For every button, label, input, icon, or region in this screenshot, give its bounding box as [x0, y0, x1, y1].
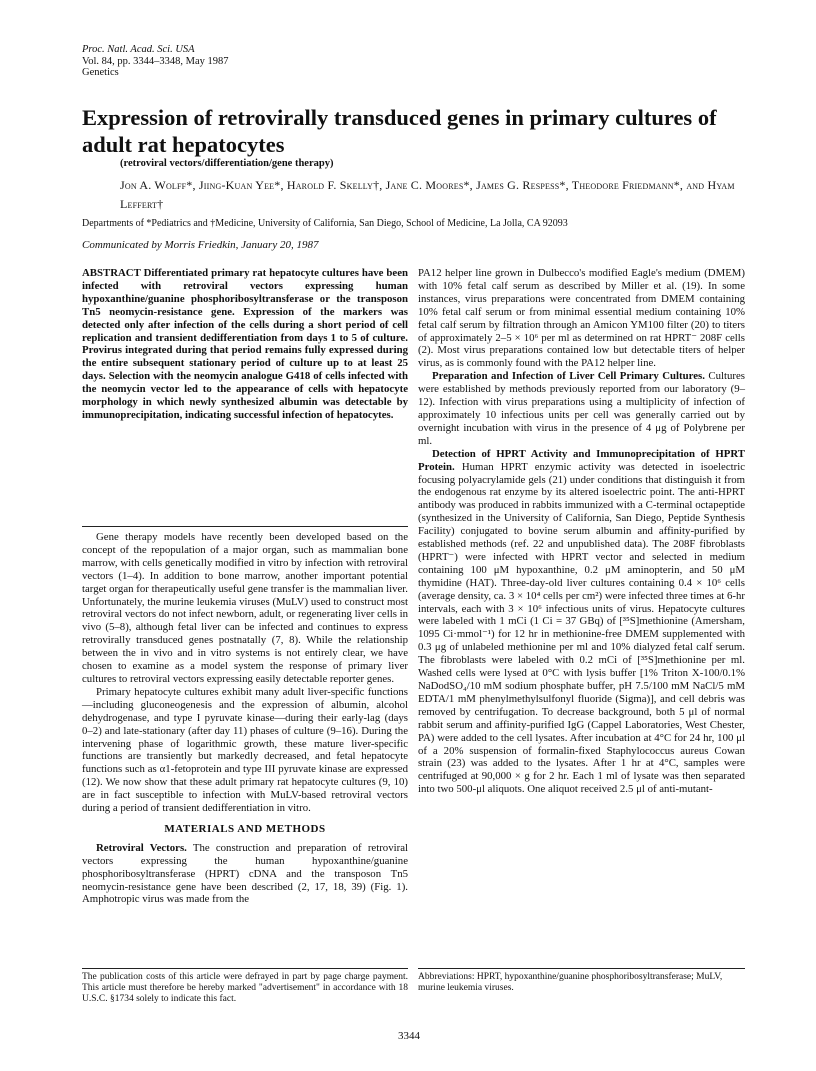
methods-paragraph-continued: PA12 helper line grown in Dulbecco's modified Eagle's medium (DMEM) with 10% fetal calf serum as described by Miller et al. (19). In some instances, virus preparations were concentrated from DMEM containing 10% fetal calf serum or from minimal essential medium containing 10% fetal calf serum by filtration through an Amicon YM100 filter (20) to titers of approximately 2–5 × 10⁶ per ml as determined on rat HPRT⁻ 208F cells (2). Most virus preparations contained low but detectable titers of helper virus, as is commonly found with the PA12 helper line. [418, 267, 745, 370]
footnote-divider-left [82, 968, 408, 969]
left-column-body [82, 531, 408, 906]
run-in-heading: Preparation and Infection of Liver Cell Primary Cultures. [432, 370, 705, 383]
author-list: Jon A. Wolff*, Jiing-Kuan Yee*, Harold F. Skelly†, Jane C. Moores*, James G. Respess*, Theodore Friedmann*, and Hyam Leffert† [120, 178, 735, 211]
methods-paragraph-2-text: Cultures were established by methods previously reported from our laboratory (9–12). Infection with virus preparations using a multiplicity of infection of approximately 10 infectious units per cell was generally carried out by overnight incubation with virus in the presence of 4 μg of Polybrene per ml. [418, 370, 745, 447]
right-column-body [418, 267, 745, 796]
page-number: 3344 [398, 1030, 420, 1042]
section-name: Genetics [82, 67, 119, 78]
methods-paragraph-2 [418, 370, 745, 447]
methods-paragraph-1-text: The construction and preparation of retroviral vectors expressing the human hypoxanthine/guanine phosphoribosyltransferase (HPRT) cDNA and the transposon Tn5 neomycin-resistance gene have been described (2, 17, 18, 39) (Fig. 1). Amphotropic virus was made from the [82, 841, 408, 906]
run-in-heading: Retroviral Vectors. [96, 841, 187, 854]
intro-paragraph-2: Primary hepatocyte cultures exhibit many adult liver-specific functions—including gluconeogenesis and the expression of albumin, alcohol dehydrogenase, and type I pyruvate kinase—during their early-lag (days 0–2) and late-stationary (after day 11) phases of culture (9–16). During the intervening phase of logarithmic growth, these mature liver-specific functions are transiently but markedly decreased, and fetal hepatocyte functions such as α1-fetoprotein and type III pyruvate kinase are expressed (12). We now show that these adult primary rat hepatocyte cultures (9, 10) are in fact susceptible to infection with MuLV-based retroviral vectors during a period of transient dedifferentiation in vitro. [82, 685, 408, 815]
footnote-divider-right [418, 968, 745, 969]
methods-paragraph-3 [418, 448, 745, 796]
article-title: Expression of retrovirally transduced genes in primary cultures of adult rat hepatocytes [82, 105, 717, 157]
section-heading: MATERIALS AND METHODS [164, 822, 326, 835]
run-in-heading: Detection of HPRT Activity and Immunoprecipitation of HPRT Protein. [418, 447, 745, 473]
footnote-abbreviations: Abbreviations: HPRT, hypoxanthine/guanine phosphoribosyltransferase; MuLV, murine leukemia viruses. [418, 972, 723, 993]
volume-line: Vol. 84, pp. 3344–3348, May 1987 [82, 55, 229, 67]
abstract-divider [82, 526, 408, 527]
journal-header [82, 44, 229, 79]
intro-paragraph-1: Gene therapy models have recently been developed based on the concept of the repopulation of a major organ, such as mammalian bone marrow, with cells genetically modified in vitro by infection with retroviral vectors (1–4). In addition to bone marrow, another important potential target organ for therapeutically useful gene transfer is the mammalian liver. Unfortunately, the murine leukemia viruses (MuLV) used to construct most retroviral vectors do not infect newborn, adult, or regenerating liver cells in vivo (5–8), although fetal liver can be infected and continues to express retrovirally transduced genes postnatally (7, 8). While the relationship between the in vivo and in vitro systems is not entirely clear, we have chosen to examine as a model system the response of primary liver cultures to retroviral vectors expressing easily detectable reporter genes. [82, 531, 408, 685]
keywords: (retroviral vectors/differentiation/gene therapy) [120, 158, 334, 169]
affiliation: Departments of *Pediatrics and †Medicine, University of California, San Diego, School of Medicine, La Jolla, CA 92093 [82, 218, 568, 229]
methods-paragraph-1 [82, 842, 408, 907]
abstract: ABSTRACT Differentiated primary rat hepatocyte cultures have been infected with retroviral vectors expressing human hypoxanthine/guanine phosphoribosyltransferase or the transposon Tn5 neomycin-resistance gene. Expression of the markers was detected only after infection of the cells during a short period of cell replication and transient dedifferentiation from days 1 to 5 of culture. Provirus integrated during that period remains fully expressed during the entire subsequent stationary period of culture up to at least 25 days. Selection with the neomycin analogue G418 of cells infected with the neomycin vector led to the appearance of cells with hepatocyte morphology in which newly synthesized albumin was detectable by immunoprecipitation, indicating successful infection of hepatocytes. [82, 267, 408, 421]
communicated-by: Communicated by Morris Friedkin, January 20, 1987 [82, 239, 319, 251]
footnote-publication-costs: The publication costs of this article were defrayed in part by page charge payment. This article must therefore be hereby marked "advertisement" in accordance with 18 U.S.C. §1734 solely to indicate this fact. [82, 972, 408, 1004]
methods-paragraph-3-text: Human HPRT enzymic activity was detected in isoelectric focusing polyacrylamide gels (21) under conditions that distinguish it from the endogenous rat enzyme by its altered isoelectric point. The anti-HPRT antibody was produced in rabbits immunized with a C-terminal octapeptide (synthesized in the University of California, San Diego, Peptide Synthesis Facility) conjugated to bovine serum albumin and affinity-purified by established methods (ref. 22 and unpublished data). The 208F fibroblasts (HPRT⁻) were infected with HPRT vector and selected in medium containing 100 μM hypoxanthine, 0.2 μM aminopterin, and 50 μM thymidine (HAT). Three-day-old liver cultures containing 0.4 × 10⁶ cells (average density, ca. 3 × 10⁴ cells per cm²) were infected three times at 6-hr intervals, each with 3 × 10⁶ infectious units of virus. Hepatocyte cultures were labeled with 1 mCi (1 Ci = 37 GBq) of [³⁵S]methionine (Amersham, 1095 Ci·mmol⁻¹) for 12 hr in methionine-free DMEM supplemented with 0.3 μg of unlabeled methionine per ml and 10% dialyzed fetal calf serum. The fibroblasts were labeled with 0.2 mCi of [³⁵S]methionine per ml. Washed cells were lysed at 0°C with lysis buffer [1% Triton X-100/0.1% NaDodSO₄/10 mM sodium phosphate buffer, pH 7.5/100 mM NaCl/5 mM EDTA/1 mM phenylmethylsulfonyl fluoride (Sigma)], and cell debris was removed by centrifugation. To decrease background, both 5 μl of normal rabbit serum and affinity-purified IgG (Cappel Laboratories, West Chester, PA) were added to the cell lysates. After incubation at 4°C for 24 hr, 100 μl of a 20% suspension of formalin-fixed Staphylococcus aureus Cowan strain (23) was added to the lysates. After 1 hr at 4°C, samples were centrifuged at 90,000 × g for 2 hr. Each 1 ml of lysate was then separated into two 500-μl aliquots. One aliquot received 2.5 μl of anti-mutant- [418, 460, 745, 796]
journal-name: Proc. Natl. Acad. Sci. USA [82, 44, 195, 55]
